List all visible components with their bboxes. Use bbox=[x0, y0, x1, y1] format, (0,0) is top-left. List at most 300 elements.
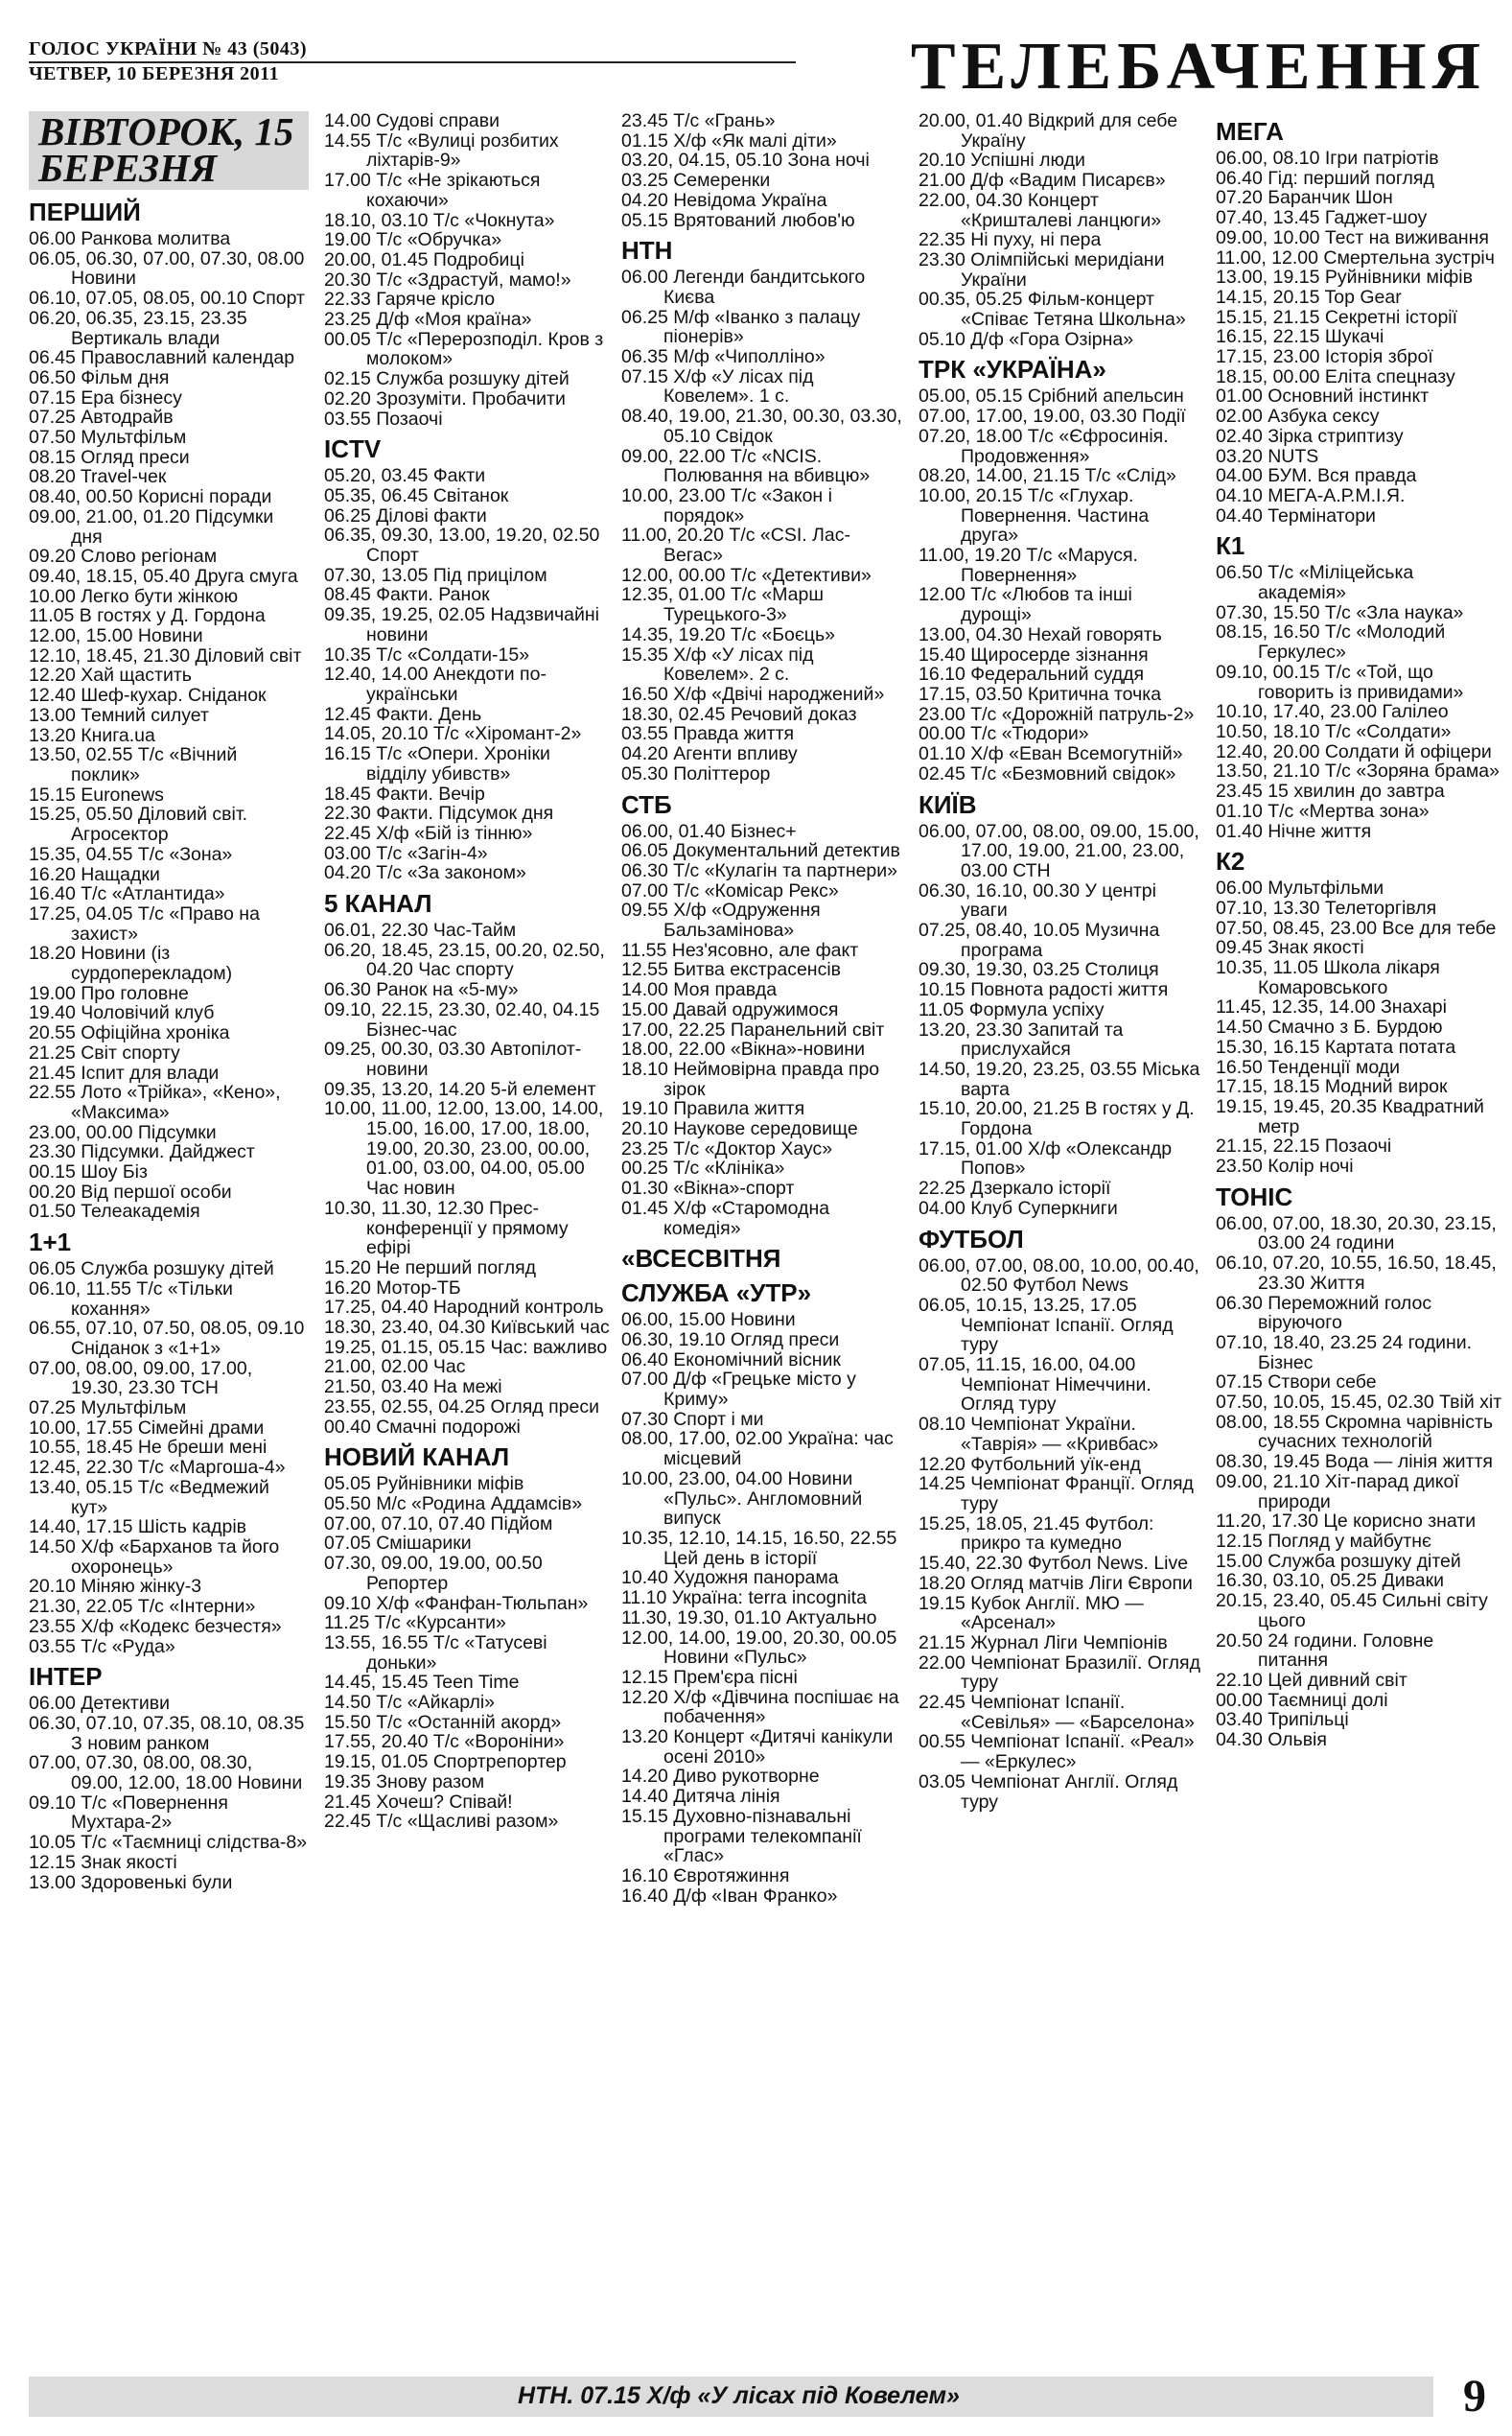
program-entry: 22.45 Х/ф «Бій із тінню» bbox=[324, 822, 533, 844]
program-entry: 11.55 Нез'ясовно, але факт bbox=[621, 939, 859, 961]
program-entry: 09.25, 00.30, 03.30 Автопілот-новини bbox=[324, 1039, 582, 1080]
program-entry: 12.35, 01.00 Т/с «Марш Турецького-3» bbox=[621, 584, 824, 626]
program-entry: 10.00, 11.00, 12.00, 13.00, 14.00, 15.00, 16.00, 17.00, 18.00, 19.00, 20.30, 23.00, 00.00, 01.00, 03.00, 04.00, 05.00 Час новин bbox=[324, 1098, 604, 1200]
program-entry: 12.40, 20.00 Солдати й офіцери bbox=[1216, 740, 1492, 762]
program-entry: 06.40 Гід: перший погляд bbox=[1216, 167, 1434, 189]
program-entry: 15.40 Щиросерде зізнання bbox=[919, 644, 1149, 666]
program-entry: 07.15 Ера бізнесу bbox=[29, 386, 182, 409]
program-entry: 20.30 Т/с «Здрастуй, мамо!» bbox=[324, 269, 571, 291]
program-entry: 10.40 Художня панорама bbox=[621, 1567, 839, 1589]
program-entry: 10.00, 17.55 Сімейні драми bbox=[29, 1417, 265, 1439]
page-header bbox=[29, 29, 1486, 105]
program-entry: 03.55 Позаочі bbox=[324, 408, 443, 430]
program-entry: 09.10 Т/с «Повернення Мухтара-2» bbox=[29, 1792, 228, 1834]
program-entry: 05.20, 03.45 Факти bbox=[324, 465, 486, 487]
program-entry: 05.05 Руйнівники міфів bbox=[324, 1473, 524, 1495]
program-entry: 16.20 Нащадки bbox=[29, 863, 160, 885]
program-entry: 05.10 Д/ф «Гора Озірна» bbox=[919, 328, 1134, 350]
program-entry: 09.45 Знак якості bbox=[1216, 937, 1364, 959]
program-entry: 00.20 Від першої особи bbox=[29, 1181, 232, 1203]
program-entry: 13.00, 19.15 Руйнівники міфів bbox=[1216, 267, 1473, 289]
program-entry: 11.05 В гостях у Д. Гордона bbox=[29, 605, 266, 627]
program-entry: 21.30, 22.05 Т/с «Інтерни» bbox=[29, 1596, 256, 1618]
program-entry: 14.15, 20.15 Top Gear bbox=[1216, 286, 1402, 308]
program-entry: 10.00, 23.00, 04.00 Новини «Пульс». Англомовний випуск bbox=[621, 1467, 863, 1530]
program-entry: 06.20, 18.45, 23.15, 00.20, 02.50, 04.20 Час спорту bbox=[324, 939, 605, 981]
program-entry: 09.00, 22.00 Т/с «NCIS. Полювання на вбивцю» bbox=[621, 445, 871, 487]
program-entry: 06.10, 07.20, 10.55, 16.50, 18.45, 23.30 Життя bbox=[1216, 1253, 1497, 1294]
program-entry: 19.35 Знову разом bbox=[324, 1770, 485, 1792]
program-entry: 13.40, 05.15 Т/с «Ведмежий кут» bbox=[29, 1476, 269, 1518]
program-entry: 02.40 Зірка стриптизу bbox=[1216, 425, 1404, 447]
channel-heading: К1 bbox=[1216, 531, 1245, 561]
program-entry: 06.30, 16.10, 00.30 У центрі уваги bbox=[919, 879, 1156, 922]
program-entry: 15.25, 18.05, 21.45 Футбол: прикро та кумедно bbox=[919, 1512, 1154, 1555]
program-entry: 19.15, 19.45, 20.35 Квадратний метр bbox=[1216, 1095, 1484, 1137]
program-entry: 06.45 Православний календар bbox=[29, 347, 295, 369]
program-entry: 08.30, 19.45 Вода — лінія життя bbox=[1216, 1451, 1493, 1473]
program-entry: 15.35 Х/ф «У лісах під Ковелем». 2 с. bbox=[621, 644, 814, 686]
program-entry: 06.05 Документальний детектив bbox=[621, 840, 900, 862]
program-entry: 23.00 Т/с «Дорожній патруль-2» bbox=[919, 703, 1195, 725]
program-entry: 08.00, 17.00, 02.00 Україна: час місцевий bbox=[621, 1428, 894, 1470]
program-entry: 23.25 Д/ф «Моя країна» bbox=[324, 309, 532, 331]
channel-heading: НОВИЙ КАНАЛ bbox=[324, 1442, 510, 1472]
program-entry: 02.00 Азбука сексу bbox=[1216, 406, 1380, 428]
program-entry: 16.15, 22.15 Шукачі bbox=[1216, 326, 1384, 348]
page-footer bbox=[29, 2371, 1486, 2424]
program-entry: 01.30 «Вікна»-спорт bbox=[621, 1178, 795, 1200]
program-entry: 13.00, 04.30 Нехай говорять bbox=[919, 623, 1162, 645]
program-entry: 10.00, 23.00 Т/с «Закон і порядок» bbox=[621, 484, 832, 527]
program-entry: 09.20 Слово регіонам bbox=[29, 546, 218, 568]
program-entry: 06.00, 07.00, 18.30, 20.30, 23.15, 03.00 24 години bbox=[1216, 1212, 1497, 1254]
program-entry: 19.15, 01.05 Спортрепортер bbox=[324, 1751, 567, 1773]
program-entry: 23.55 Х/ф «Кодекс безчестя» bbox=[29, 1615, 282, 1637]
program-entry: 21.00 Д/ф «Вадим Писарєв» bbox=[919, 170, 1166, 192]
channel-heading: ТОНІС bbox=[1216, 1182, 1293, 1211]
program-entry: 03.20 NUTS bbox=[1216, 445, 1319, 467]
program-entry: 17.15, 01.00 Х/ф «Олександр Попов» bbox=[919, 1137, 1173, 1180]
program-entry: 19.00 Про головне bbox=[29, 982, 189, 1004]
program-entry: 19.40 Чоловічий клуб bbox=[29, 1002, 215, 1024]
program-entry: 04.20 Агенти впливу bbox=[621, 743, 798, 765]
program-entry: 05.15 Врятований любов'ю bbox=[621, 209, 855, 231]
program-entry: 22.25 Дзеркало історії bbox=[919, 1178, 1111, 1200]
program-entry: 06.00 Ранкова молитва bbox=[29, 228, 231, 249]
program-entry: 14.50, 19.20, 23.25, 03.55 Міська варта bbox=[919, 1058, 1200, 1100]
program-entry: 22.45 Чемпіонат Іспанії. «Севілья» — «Барселона» bbox=[919, 1692, 1195, 1733]
channel-heading: ПЕРШИЙ bbox=[29, 198, 141, 226]
program-entry: 07.25, 08.40, 10.05 Музична програма bbox=[919, 920, 1160, 961]
program-entry: 06.05, 06.30, 07.00, 07.30, 08.00 Новини bbox=[29, 247, 305, 290]
program-entry: 20.10 Наукове середовище bbox=[621, 1118, 858, 1140]
program-entry: 07.00, 07.10, 07.40 Підйом bbox=[324, 1512, 553, 1534]
program-entry: 06.00, 07.00, 08.00, 09.00, 15.00, 17.00, 19.00, 21.00, 23.00, 03.00 СТН bbox=[919, 820, 1199, 881]
program-entry: 17.25, 04.40 Народний контроль bbox=[324, 1297, 604, 1319]
program-entry: 06.30, 07.10, 07.35, 08.10, 08.35 З новим ранком bbox=[29, 1712, 305, 1754]
program-entry: 13.50, 21.10 Т/с «Зоряна брама» bbox=[1216, 761, 1500, 783]
program-entry: 06.20, 06.35, 23.15, 23.35 Вертикаль влади bbox=[29, 307, 247, 349]
program-entry: 08.00, 18.55 Скромна чарівність сучасних технологій bbox=[1216, 1411, 1494, 1453]
channel-heading: 5 КАНАЛ bbox=[324, 889, 432, 919]
program-entry: 07.15 Х/ф «У лісах під Ковелем». 1 с. bbox=[621, 365, 814, 408]
program-entry: 11.30, 19.30, 01.10 Актуально bbox=[621, 1606, 877, 1628]
channel-heading: ІНТЕР bbox=[29, 1662, 103, 1692]
channel-heading: ТРК «УКРАЇНА» bbox=[919, 355, 1106, 385]
program-entry: 19.00 Т/с «Обручка» bbox=[324, 229, 502, 251]
schedule-column-2 bbox=[324, 111, 612, 2370]
program-entry: 07.05 Смішарики bbox=[324, 1533, 472, 1555]
program-entry: 12.00, 15.00 Новини bbox=[29, 625, 203, 647]
program-entry: 20.50 24 години. Головне питання bbox=[1216, 1629, 1434, 1672]
program-entry: 05.35, 06.45 Світанок bbox=[324, 484, 509, 506]
footer-highlight: НТН. 07.15 Х/ф «У лісах під Ковелем» bbox=[518, 2382, 960, 2409]
program-entry: 03.05 Чемпіонат Англії. Огляд туру bbox=[919, 1770, 1178, 1813]
program-entry: 13.55, 16.55 Т/с «Татусеві доньки» bbox=[324, 1631, 547, 1674]
program-entry: 11.25 Т/с «Курсанти» bbox=[324, 1612, 506, 1634]
program-entry: 06.55, 07.10, 07.50, 08.05, 09.10 Сніданок з «1+1» bbox=[29, 1318, 305, 1359]
program-entry: 09.00, 21.00, 01.20 Підсумки дня bbox=[29, 505, 274, 548]
program-entry: 15.15, 21.15 Секретні історії bbox=[1216, 306, 1458, 328]
program-entry: 10.55, 18.45 Не бреши мені bbox=[29, 1437, 268, 1459]
program-entry: 21.45 Іспит для влади bbox=[29, 1062, 220, 1084]
program-entry: 04.20 Т/с «За законом» bbox=[324, 862, 526, 884]
program-entry: 00.00 Т/с «Тюдори» bbox=[919, 723, 1089, 745]
program-entry: 11.00, 12.00 Смертельна зустріч bbox=[1216, 246, 1495, 269]
program-entry: 23.30 Підсумки. Дайджест bbox=[29, 1141, 255, 1163]
program-entry: 09.10, 00.15 Т/с «Той, що говорить із привидами» bbox=[1216, 661, 1464, 703]
program-entry: 17.15, 23.00 Історія зброї bbox=[1216, 346, 1433, 368]
program-entry: 18.15, 00.00 Еліта спецназу bbox=[1216, 365, 1455, 387]
program-entry: 10.05 Т/с «Таємниці слідства-8» bbox=[29, 1832, 308, 1854]
program-entry: 06.50 Т/с «Міліцейська академія» bbox=[1216, 562, 1414, 604]
program-entry: 06.00, 07.00, 08.00, 10.00, 00.40, 02.50 Футбол News bbox=[919, 1254, 1199, 1297]
program-entry: 10.35, 12.10, 14.15, 16.50, 22.55 Цей день в історії bbox=[621, 1528, 897, 1569]
program-entry: 09.10, 22.15, 23.30, 02.40, 04.15 Бізнес-час bbox=[324, 998, 600, 1041]
channel-heading: МЕГА bbox=[1216, 117, 1284, 146]
channel-heading: К2 bbox=[1216, 847, 1245, 877]
program-entry: 14.50 Т/с «Айкарлі» bbox=[324, 1692, 495, 1714]
program-entry: 15.10, 20.00, 21.25 В гостях у Д. Гордона bbox=[919, 1098, 1195, 1140]
program-entry: 07.00, 17.00, 19.00, 03.30 Події bbox=[919, 406, 1186, 428]
program-entry: 12.10, 18.45, 21.30 Діловий світ bbox=[29, 644, 302, 667]
program-entry: 18.10 Неймовірна правда про зірок bbox=[621, 1058, 880, 1100]
program-entry: 08.15, 16.50 Т/с «Молодий Геркулес» bbox=[1216, 621, 1446, 664]
program-entry: 18.30, 02.45 Речовий доказ bbox=[621, 703, 857, 725]
program-entry: 12.20 Футбольний уїк-енд bbox=[919, 1453, 1142, 1475]
program-entry: 13.20, 23.30 Запитай та прислухайся bbox=[919, 1019, 1124, 1061]
program-entry: 06.00, 08.10 Ігри патріотів bbox=[1216, 148, 1439, 169]
program-entry: 12.45 Факти. День bbox=[324, 703, 482, 725]
program-entry: 15.25, 05.50 Діловий світ. Агросектор bbox=[29, 804, 248, 846]
program-entry: 01.40 Нічне життя bbox=[1216, 820, 1372, 842]
program-entry: 23.30 Олімпійські меридіани України bbox=[919, 248, 1165, 291]
program-entry: 16.10 Федеральний суддя bbox=[919, 664, 1145, 686]
program-entry: 07.25 Мультфільм bbox=[29, 1397, 187, 1419]
program-entry: 23.00, 00.00 Підсумки bbox=[29, 1121, 217, 1143]
program-entry: 23.55, 02.55, 04.25 Огляд преси bbox=[324, 1395, 599, 1417]
program-entry: 10.35 Т/с «Солдати-15» bbox=[324, 644, 530, 666]
program-entry: 06.00 Детективи bbox=[29, 1693, 171, 1715]
program-entry: 19.10 Правила життя bbox=[621, 1098, 805, 1120]
program-entry: 17.25, 04.05 Т/с «Право на захист» bbox=[29, 902, 260, 945]
program-entry: 11.05 Формула успіху bbox=[919, 998, 1105, 1020]
program-entry: 14.35, 19.20 Т/с «Боєць» bbox=[621, 623, 835, 645]
program-entry: 16.40 Т/с «Атлантида» bbox=[29, 883, 225, 905]
program-entry: 17.55, 20.40 Т/с «Вороніни» bbox=[324, 1731, 565, 1753]
program-entry: 00.55 Чемпіонат Іспанії. «Реал» — «Еркулес» bbox=[919, 1731, 1195, 1773]
channel-heading: ФУТБОЛ bbox=[919, 1224, 1024, 1253]
program-entry: 18.45 Факти. Вечір bbox=[324, 783, 485, 805]
program-entry: 10.00 Легко бути жінкою bbox=[29, 585, 239, 607]
program-entry: 09.00, 10.00 Тест на виживання bbox=[1216, 226, 1489, 248]
program-entry: 22.00, 04.30 Концерт «Кришталеві ланцюги» bbox=[919, 189, 1162, 231]
program-entry: 12.20 Х/ф «Дівчина поспішає на побачення» bbox=[621, 1686, 899, 1728]
program-entry: 00.15 Шоу Біз bbox=[29, 1161, 148, 1183]
program-entry: 22.00 Чемпіонат Бразилії. Огляд туру bbox=[919, 1651, 1200, 1694]
program-entry: 21.00, 02.00 Час bbox=[324, 1356, 466, 1378]
program-entry: 07.20 Баранчик Шон bbox=[1216, 187, 1393, 209]
program-entry: 23.50 Колір ночі bbox=[1216, 1156, 1354, 1178]
program-entry: 12.55 Битва екстрасенсів bbox=[621, 959, 842, 981]
program-entry: 07.25 Автодрайв bbox=[29, 407, 174, 429]
program-entry: 22.30 Факти. Підсумок дня bbox=[324, 803, 554, 825]
program-entry: 06.25 М/ф «Іванко з палацу піонерів» bbox=[621, 306, 861, 348]
program-entry: 12.20 Хай щастить bbox=[29, 665, 192, 687]
program-entry: 16.50 Тенденції моди bbox=[1216, 1056, 1401, 1078]
program-entry: 07.50, 10.05, 15.45, 02.30 Твій хіт bbox=[1216, 1392, 1502, 1414]
program-entry: 06.00 Мультфільми bbox=[1216, 878, 1384, 900]
program-entry: 06.10, 11.55 Т/с «Тільки кохання» bbox=[29, 1277, 233, 1320]
program-entry: 06.00, 15.00 Новини bbox=[621, 1309, 796, 1331]
program-entry: 09.30, 19.30, 03.25 Столиця bbox=[919, 959, 1159, 981]
channel-heading: КИЇВ bbox=[919, 789, 977, 819]
program-entry: 06.30 Ранок на «5-му» bbox=[324, 979, 519, 1001]
program-entry: 10.00, 20.15 Т/с «Глухар. Повернення. Частина друга» bbox=[919, 484, 1150, 547]
program-entry: 23.25 Т/с «Доктор Хаус» bbox=[621, 1137, 833, 1159]
program-entry: 08.40, 19.00, 21.30, 00.30, 03.30, 05.10 Свідок bbox=[621, 406, 902, 447]
program-entry: 07.30, 09.00, 19.00, 00.50 Репортер bbox=[324, 1553, 543, 1594]
program-entry: 14.50 Смачно з Б. Бурдою bbox=[1216, 1017, 1443, 1039]
program-entry: 09.55 Х/ф «Одруження Бальзамінова» bbox=[621, 900, 821, 942]
program-entry: 13.20 Книга.ua bbox=[29, 724, 155, 746]
program-entry: 01.50 Телеакадемія bbox=[29, 1201, 200, 1223]
section-title: ТЕЛЕБАЧЕННЯ bbox=[910, 30, 1486, 104]
program-entry: 12.15 Знак якості bbox=[29, 1851, 177, 1873]
schedule-column-3 bbox=[621, 111, 909, 2370]
program-entry: 15.35, 04.55 Т/с «Зона» bbox=[29, 843, 233, 865]
program-entry: 20.00, 01.40 Відкрий для себе Україну bbox=[919, 111, 1178, 152]
program-entry: 10.35, 11.05 Школа лікаря Комаровського bbox=[1216, 957, 1440, 998]
program-entry: 21.15, 22.15 Позаочі bbox=[1216, 1136, 1392, 1158]
program-entry: 06.01, 22.30 Час-Тайм bbox=[324, 920, 517, 942]
program-entry: 14.05, 20.10 Т/с «Хіромант-2» bbox=[324, 723, 582, 745]
program-entry: 10.10, 17.40, 23.00 Галілео bbox=[1216, 701, 1449, 723]
program-entry: 04.40 Термінатори bbox=[1216, 504, 1376, 527]
program-entry: 06.50 Фільм дня bbox=[29, 366, 170, 388]
program-entry: 06.05 Служба розшуку дітей bbox=[29, 1258, 274, 1280]
program-entry: 18.10, 03.10 Т/с «Чокнута» bbox=[324, 209, 555, 231]
program-entry: 07.50 Мультфільм bbox=[29, 427, 187, 449]
program-entry: 03.00 Т/с «Загін-4» bbox=[324, 842, 488, 864]
channel-heading: НТН bbox=[621, 236, 673, 266]
program-entry: 22.10 Цей дивний світ bbox=[1216, 1669, 1407, 1691]
program-entry: 18.20 Новини (із сурдоперекладом) bbox=[29, 943, 233, 985]
program-entry: 17.00 Т/с «Не зрікаються кохаючи» bbox=[324, 170, 541, 211]
program-entry: 16.50 Х/ф «Двічі народжений» bbox=[621, 683, 885, 705]
program-entry: 03.55 Правда життя bbox=[621, 723, 795, 745]
program-entry: 08.10 Чемпіонат України. «Таврія» — «Кривбас» bbox=[919, 1414, 1159, 1455]
program-entry: 12.00, 00.00 Т/с «Детективи» bbox=[621, 564, 872, 586]
program-entry: 05.30 Політтерор bbox=[621, 762, 771, 785]
program-entry: 09.35, 13.20, 14.20 5-й елемент bbox=[324, 1078, 596, 1100]
program-entry: 16.40 Д/ф «Іван Франко» bbox=[621, 1885, 838, 1907]
program-entry: 07.10, 13.30 Телеторгівля bbox=[1216, 897, 1437, 919]
program-entry: 07.50, 08.45, 23.00 Все для тебе bbox=[1216, 917, 1497, 939]
program-entry: 09.40, 18.15, 05.40 Друга смуга bbox=[29, 565, 298, 587]
program-entry: 07.30, 15.50 Т/с «Зла наука» bbox=[1216, 601, 1464, 623]
program-entry: 22.35 Ні пуху, ні пера bbox=[919, 229, 1102, 251]
program-entry: 12.40 Шеф-кухар. Сніданок bbox=[29, 685, 267, 707]
program-entry: 17.15, 03.50 Критична точка bbox=[919, 683, 1162, 705]
program-entry: 00.00 Таємниці долі bbox=[1216, 1689, 1388, 1711]
program-entry: 00.05 Т/с «Перерозподіл. Кров з молоком» bbox=[324, 328, 604, 370]
program-entry: 08.15 Огляд преси bbox=[29, 446, 190, 468]
program-entry: 14.25 Чемпіонат Франції. Огляд туру bbox=[919, 1473, 1194, 1514]
program-entry: 14.40 Дитяча лінія bbox=[621, 1786, 780, 1808]
program-entry: 00.40 Смачні подорожі bbox=[324, 1416, 521, 1438]
program-entry: 07.00 Д/ф «Грецьке місто у Криму» bbox=[621, 1369, 856, 1411]
program-entry: 02.20 Зрозуміти. Пробачити bbox=[324, 387, 566, 410]
program-entry: 04.00 БУМ. Вся правда bbox=[1216, 465, 1417, 487]
program-entry: 07.10, 18.40, 23.25 24 години. Бізнес bbox=[1216, 1331, 1473, 1373]
program-entry: 15.00 Давай одружимося bbox=[621, 998, 839, 1020]
program-entry: 10.15 Повнота радості життя bbox=[919, 979, 1169, 1001]
program-entry: 01.00 Основний інстинкт bbox=[1216, 386, 1430, 408]
program-entry: 15.15 Euronews bbox=[29, 784, 164, 806]
program-entry: 20.55 Офіційна хроніка bbox=[29, 1022, 230, 1044]
program-entry: 08.45 Факти. Ранок bbox=[324, 584, 490, 606]
program-entry: 03.20, 04.15, 05.10 Зона ночі bbox=[621, 150, 870, 172]
program-entry: 19.25, 01.15, 05.15 Час: важливо bbox=[324, 1336, 608, 1358]
program-entry: 18.30, 23.40, 04.30 Київський час bbox=[324, 1317, 610, 1339]
channel-heading: СТБ bbox=[621, 789, 672, 819]
issue-date: ЧЕТВЕР, 10 БЕРЕЗНЯ 2011 bbox=[29, 63, 280, 84]
program-entry: 19.15 Кубок Англії. МЮ — «Арсенал» bbox=[919, 1592, 1144, 1634]
program-entry: 07.20, 18.00 Т/с «Єфросинія. Продовження» bbox=[919, 425, 1169, 467]
program-entry: 14.50 Х/ф «Барханов та його охоронець» bbox=[29, 1536, 280, 1578]
program-entry: 20.10 Успішні люди bbox=[919, 150, 1085, 172]
program-entry: 02.15 Служба розшуку дітей bbox=[324, 368, 570, 390]
program-entry: 00.25 Т/с «Клініка» bbox=[621, 1158, 785, 1180]
program-entry: 09.10 Х/ф «Фанфан-Тюльпан» bbox=[324, 1592, 589, 1614]
program-entry: 05.00, 05.15 Срібний апельсин bbox=[919, 386, 1184, 408]
program-entry: 14.20 Диво рукотворне bbox=[621, 1766, 820, 1788]
program-entry: 06.40 Економічний вісник bbox=[621, 1348, 841, 1370]
program-entry: 03.40 Трипільці bbox=[1216, 1709, 1349, 1731]
program-entry: 07.30 Спорт і ми bbox=[621, 1408, 764, 1430]
program-entry: 17.00, 22.25 Паранельний світ bbox=[621, 1019, 885, 1041]
program-entry: 06.35 М/ф «Чиполліно» bbox=[621, 346, 826, 368]
program-entry: 14.00 Моя правда bbox=[621, 979, 778, 1001]
program-entry: 15.30, 16.15 Картата потата bbox=[1216, 1036, 1456, 1058]
program-entry: 18.00, 22.00 «Вікна»-новини bbox=[621, 1039, 866, 1061]
program-entry: 11.00, 20.20 Т/с «CSI. Лас-Вегас» bbox=[621, 525, 850, 567]
program-entry: 14.55 Т/с «Вулиці розбитих ліхтарів-9» bbox=[324, 129, 559, 172]
program-entry: 14.40, 17.15 Шість кадрів bbox=[29, 1516, 247, 1538]
program-entry: 13.00 Здоровенькі були bbox=[29, 1871, 233, 1893]
program-entry: 12.15 Погляд у майбутнє bbox=[1216, 1531, 1431, 1552]
program-entry: 22.45 Т/с «Щасливі разом» bbox=[324, 1811, 559, 1833]
program-entry: 00.35, 05.25 Фільм-концерт «Співає Тетяна Школьна» bbox=[919, 289, 1186, 331]
program-entry: 23.45 15 хвилин до завтра bbox=[1216, 781, 1445, 803]
program-entry: 01.10 Х/ф «Еван Всемогутній» bbox=[919, 743, 1183, 765]
program-entry: 16.30, 03.10, 05.25 Диваки bbox=[1216, 1570, 1444, 1592]
program-entry: 11.00, 19.20 Т/с «Маруся. Повернення» bbox=[919, 545, 1138, 586]
program-entry: 12.45, 22.30 Т/с «Маргоша-4» bbox=[29, 1457, 286, 1479]
program-entry: 11.20, 17.30 Це корисно знати bbox=[1216, 1511, 1477, 1533]
program-entry: 01.45 Х/ф «Старомодна комедія» bbox=[621, 1197, 830, 1239]
newspaper-issue: ГОЛОС УКРАЇНИ № 43 (5043) bbox=[29, 38, 308, 59]
program-entry: 21.25 Світ спорту bbox=[29, 1042, 180, 1064]
program-entry: 13.50, 02.55 Т/с «Вічний поклик» bbox=[29, 744, 238, 785]
schedule-column-4 bbox=[919, 111, 1206, 2370]
program-entry: 01.15 Х/ф «Як малі діти» bbox=[621, 129, 837, 152]
program-entry: 08.20, 14.00, 21.15 Т/с «Слід» bbox=[919, 465, 1176, 487]
program-entry: 07.40, 13.45 Гаджет-шоу bbox=[1216, 207, 1428, 229]
program-entry: 07.15 Створи себе bbox=[1216, 1371, 1377, 1394]
program-entry: 16.10 Євротяжиння bbox=[621, 1864, 790, 1886]
program-entry: 04.20 Невідома Україна bbox=[621, 189, 827, 211]
page-number: 9 bbox=[1463, 2371, 1486, 2422]
program-entry: 10.30, 11.30, 12.30 Прес-конференції у прямому ефірі bbox=[324, 1197, 569, 1259]
program-entry: 23.45 Т/с «Грань» bbox=[621, 111, 776, 131]
program-entry: 21.50, 03.40 На межі bbox=[324, 1376, 502, 1398]
program-entry: 12.15 Прем'єра пісні bbox=[621, 1666, 798, 1688]
program-entry: 13.00 Темний силует bbox=[29, 704, 209, 726]
program-entry: 15.20 Не перший погляд bbox=[324, 1256, 537, 1278]
schedule-column-5 bbox=[1216, 111, 1503, 2370]
program-entry: 05.50 М/с «Родина Аддамсів» bbox=[324, 1493, 583, 1514]
channel-heading: «ВСЕСВІТНЯ bbox=[621, 1244, 781, 1274]
program-entry: 04.30 Ольвія bbox=[1216, 1729, 1327, 1751]
program-entry: 07.00, 07.30, 08.00, 08.30, 09.00, 12.00, 18.00 Новини bbox=[29, 1752, 303, 1794]
program-entry: 08.40, 00.50 Корисні поради bbox=[29, 486, 272, 508]
program-entry: 11.10 Україна: terra incognita bbox=[621, 1587, 867, 1609]
program-entry: 18.20 Огляд матчів Ліги Європи bbox=[919, 1572, 1193, 1594]
program-entry: 02.45 Т/с «Безмовний свідок» bbox=[919, 762, 1176, 785]
channel-heading: 1+1 bbox=[29, 1228, 72, 1257]
program-entry: 22.55 Лото «Трійка», «Кено», «Максима» bbox=[29, 1082, 281, 1123]
program-entry: 06.10, 07.05, 08.05, 00.10 Спорт bbox=[29, 288, 305, 310]
program-entry: 06.25 Ділові факти bbox=[324, 504, 487, 527]
program-entry: 15.50 Т/с «Останній акорд» bbox=[324, 1711, 562, 1733]
program-entry: 16.15 Т/с «Опери. Хроніки відділу убивств» bbox=[324, 743, 550, 785]
program-entry: 03.25 Семеренки bbox=[621, 170, 771, 192]
program-entry: 21.45 Хочеш? Співай! bbox=[324, 1791, 513, 1813]
program-entry: 07.05, 11.15, 16.00, 04.00 Чемпіонат Німеччини. Огляд туру bbox=[919, 1354, 1151, 1416]
program-entry: 10.50, 18.10 Т/с «Солдати» bbox=[1216, 720, 1452, 742]
program-entry: 15.00 Служба розшуку дітей bbox=[1216, 1550, 1461, 1572]
program-entry: 01.10 Т/с «Мертва зона» bbox=[1216, 800, 1430, 822]
program-entry: 12.00 Т/с «Любов та інші дурощі» bbox=[919, 584, 1132, 626]
program-entry: 07.30, 13.05 Під прицілом bbox=[324, 564, 547, 586]
program-entry: 20.00, 01.45 Подробиці bbox=[324, 248, 524, 270]
program-entry: 08.20 Travel-чек bbox=[29, 466, 167, 488]
program-entry: 20.15, 23.40, 05.45 Сильні світу цього bbox=[1216, 1590, 1488, 1631]
channel-heading: ICTV bbox=[324, 434, 382, 464]
